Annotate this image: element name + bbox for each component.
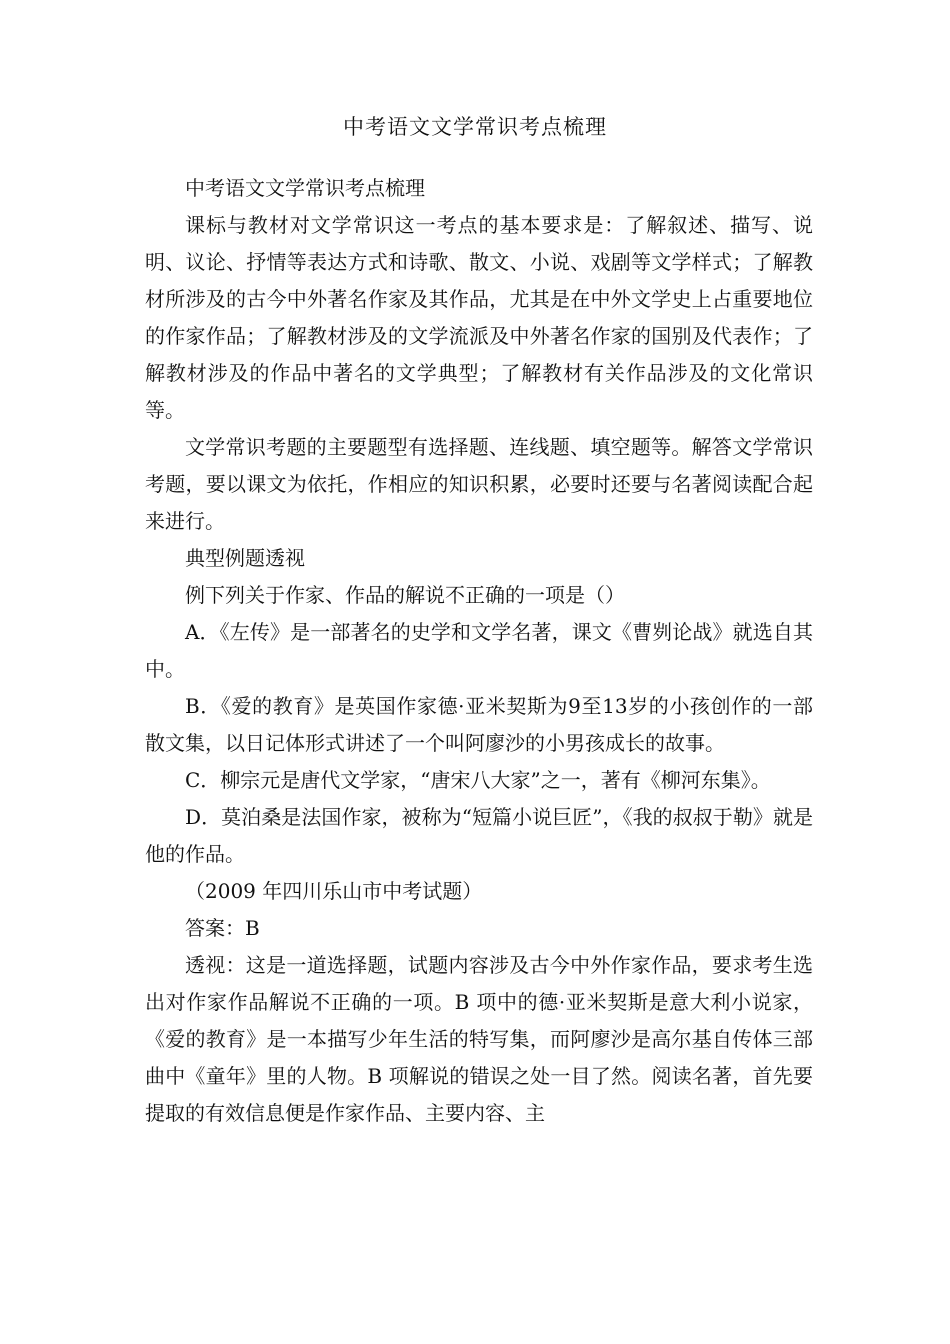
paragraph-example-question: 例下列关于作家、作品的解说不正确的一项是（） (185, 583, 625, 607)
paragraph-requirements: 课标与教材对文学常识这一考点的基本要求是：了解叙述、描写、说明、议论、抒情等表达方式和诗歌、散文、小说、戏剧等文学样式；了解教材所涉及的古今中外著名作家及其作品，尤其是在中外文学史上占重要地位的作家作品；了解教材涉及的文学流派及中外著名作家的国别及代表作；了解教材涉及的作品中著名的文学典型；了解教材有关作品涉及的文化常识等。 (145, 213, 813, 422)
paragraph-example-heading: 典型例题透视 (185, 546, 305, 570)
paragraph-option-a: A．《左传》是一部著名的史学和文学名著，课文《曹刿论战》就选自其中。 (145, 620, 813, 681)
paragraph-option-d: D．莫泊桑是法国作家，被称为“短篇小说巨匠”，《我的叔叔于勒》就是他的作品。 (145, 805, 813, 866)
paragraph-analysis: 透视：这是一道选择题，试题内容涉及古今中外作家作品，要求考生选出对作家作品解说不正确的一项。B 项中的德·亚米契斯是意大利小说家，《爱的教育》是一本描写少年生活的特写集，而阿廖沙是高尔基自传体三部曲中《童年》里的人物。B 项解说的错误之处一目了然。阅读名著，首先要提取的有效信息便是作家作品、主要内容、主 (145, 953, 813, 1125)
paragraph-source: （2009 年四川乐山市中考试题） (185, 879, 483, 903)
paragraph-answer: 答案：B (185, 916, 260, 940)
paragraph-question-types: 文学常识考题的主要题型有选择题、连线题、填空题等。解答文学常识考题，要以课文为依托，作相应的知识积累，必要时还要与名著阅读配合起来进行。 (145, 435, 813, 533)
paragraph-option-c: C．柳宗元是唐代文学家，“唐宋八大家”之一，著有《柳河东集》。 (185, 768, 771, 792)
paragraph-heading: 中考语文文学常识考点梳理 (185, 176, 425, 200)
paragraph-option-b: B．《爱的教育》是英国作家德·亚米契斯为9至13岁的小孩创作的一部散文集，以日记体形式讲述了一个叫阿廖沙的小男孩成长的故事。 (145, 694, 813, 755)
document-title: 中考语文文学常识考点梳理 (343, 115, 607, 139)
document-body (145, 170, 813, 1132)
